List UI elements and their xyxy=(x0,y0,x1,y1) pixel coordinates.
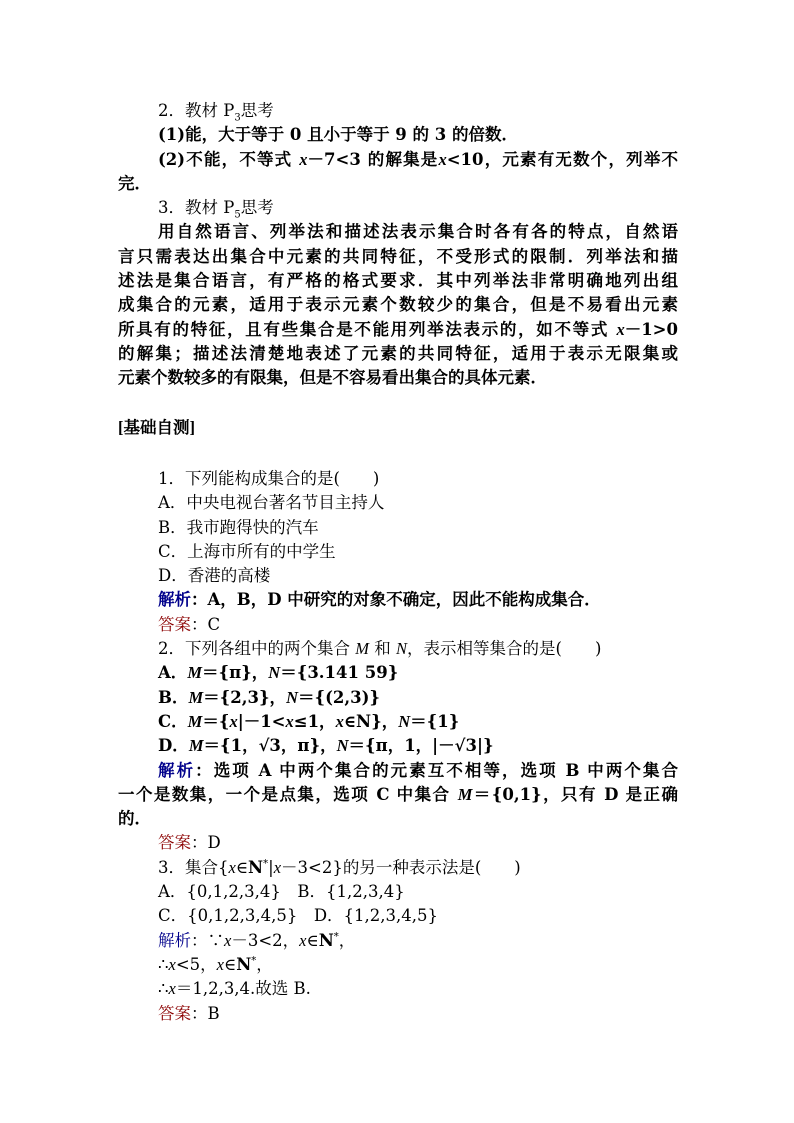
q3-options-1: A．{0,1,2,3,4} B．{1,2,3,4} xyxy=(158,882,405,902)
text: ＝{3.141 59} xyxy=(280,663,399,683)
text: ∴ xyxy=(158,954,169,974)
text: ∴ xyxy=(158,979,169,999)
item-3-line xyxy=(118,318,678,342)
set-symbol: N xyxy=(236,954,252,974)
text: |－1< xyxy=(237,711,286,731)
text: 3．集合{ xyxy=(158,857,229,877)
text: ＝1,2,3,4.故选 B. xyxy=(175,979,311,999)
set-symbol: N xyxy=(356,711,372,731)
item-2-answer-2-cont: 完． xyxy=(118,173,151,193)
set-symbol: N xyxy=(318,930,334,950)
item-2-answer-1: (1)能，大于等于 0 且小于等于 9 的 3 的倍数． xyxy=(158,125,519,145)
item-3-line: 言只需表达出集合中元素的共同特征，不受形式的限制．列举法和描 xyxy=(118,246,678,266)
item-3-line: 用自然语言、列举法和描述法表示集合时各有各的特点，自然语 xyxy=(158,222,678,242)
var: M xyxy=(188,687,204,707)
text: －3<2， xyxy=(231,930,300,950)
analysis-label: 解析 xyxy=(158,760,196,780)
q1-option: A．中央电视台著名节目主持人 xyxy=(158,493,385,513)
text: 思考 xyxy=(240,198,274,218)
item-3-line: 述法是集合语言，有严格的格式要求．其中列举法非常明确地列出组 xyxy=(118,271,678,291)
text: ∈ xyxy=(223,954,237,974)
text: 2．下列各组中的两个集合 xyxy=(158,639,356,659)
section-heading xyxy=(118,416,678,440)
var: x xyxy=(335,711,344,731)
text: 思考 xyxy=(240,101,274,120)
var: x xyxy=(285,711,294,731)
var: x xyxy=(224,930,232,950)
var: x xyxy=(299,930,307,950)
text: A． xyxy=(158,663,188,683)
q2-analysis-end: 的． xyxy=(118,809,151,829)
item-3-line: 元素个数较多的有限集，但是不容易看出集合的具体元素． xyxy=(118,368,547,388)
var: N xyxy=(396,639,408,659)
text: ＝{π}， xyxy=(201,663,269,683)
item-2-title xyxy=(118,99,678,123)
text: ＝{π，1，|－√3|} xyxy=(348,736,494,756)
q3-answer xyxy=(118,1002,678,1026)
answer-label: 答案 xyxy=(158,833,191,853)
text: 一个是数集，一个是点集，选项 C 中集合 xyxy=(118,784,458,804)
text: ≤1， xyxy=(293,711,336,731)
var: M xyxy=(187,663,202,683)
item-3-line: 成集合的元素，适用于表示元素个数较少的集合，但是不易看出元素 xyxy=(118,295,678,315)
superscript: * xyxy=(251,955,257,967)
answer-label: 答案 xyxy=(158,1003,191,1023)
text: 和 xyxy=(369,639,396,659)
var: x xyxy=(168,979,176,999)
text: ，表示相等集合的是( ) xyxy=(407,639,602,659)
superscript: * xyxy=(333,931,339,943)
superscript: * xyxy=(263,858,269,870)
var: x xyxy=(299,149,308,169)
var: x xyxy=(438,149,447,169)
text: ∈ xyxy=(306,930,319,950)
item-2-answer-2 xyxy=(118,148,678,172)
q3-analysis-2 xyxy=(118,953,678,977)
colon: ： xyxy=(191,590,208,610)
colon: ： xyxy=(191,930,208,950)
set-symbol: N xyxy=(248,857,264,877)
answer-label: 答案 xyxy=(158,614,191,634)
text: <10，元素有无数个，列举不 xyxy=(446,149,678,169)
text: ∈ xyxy=(235,857,249,877)
var: M xyxy=(188,736,204,756)
var: N xyxy=(286,687,298,707)
analysis-label: 解析 xyxy=(158,930,191,950)
text: ＝{1，√3，π}， xyxy=(203,736,337,756)
q2-option-a xyxy=(118,661,678,685)
var: M xyxy=(355,639,369,659)
text: ＝{0,1}，只有 D 是正确 xyxy=(472,784,678,804)
text: ＝{2,3}， xyxy=(203,687,287,707)
q3-options-2: C．{0,1,2,3,4,5} D．{1,2,3,4,5} xyxy=(158,906,439,926)
var: x xyxy=(168,954,176,974)
analysis-text: A，B，D 中研究的对象不确定，因此不能构成集合． xyxy=(207,590,601,610)
self-test xyxy=(118,467,678,1026)
q1-option: D．香港的高楼 xyxy=(158,566,271,586)
text: 2．教材 P xyxy=(158,101,235,120)
text: 所具有的特征，且有些集合是不能用列举法表示的，如不等式 xyxy=(118,319,617,339)
text: ∈ xyxy=(343,711,357,731)
item-3-title xyxy=(118,196,678,220)
text: 3．教材 P xyxy=(158,198,235,218)
var: x xyxy=(616,319,625,339)
subscript: 3 xyxy=(234,112,241,124)
text: ＝{ xyxy=(202,711,230,731)
text: －7<3 的解集是 xyxy=(307,149,439,169)
q2-option-c xyxy=(118,710,678,734)
q2-analysis xyxy=(118,759,678,783)
q2-option-b xyxy=(118,686,678,710)
answer-value: D xyxy=(207,833,221,853)
q2-analysis-cont xyxy=(118,783,678,807)
var: N xyxy=(268,663,281,683)
q2-answer xyxy=(118,831,678,855)
q1-stem: 1．下列能构成集合的是( ) xyxy=(158,469,380,488)
var: x xyxy=(216,954,224,974)
text: B． xyxy=(158,687,189,707)
var: N xyxy=(336,736,349,756)
text: －1>0 xyxy=(624,319,678,339)
text: ＝{1} xyxy=(410,711,460,731)
text: <5， xyxy=(175,954,217,974)
q1-option: B．我市跑得快的汽车 xyxy=(158,517,319,537)
q3-stem xyxy=(118,856,678,880)
text: D． xyxy=(158,736,189,756)
text: }， xyxy=(371,711,399,731)
analysis-label: 解析 xyxy=(158,590,191,610)
text: (2)不能，不等式 xyxy=(158,149,300,169)
subscript: 5 xyxy=(234,209,241,221)
colon: ： xyxy=(191,1003,208,1023)
answer-value: B xyxy=(207,1003,220,1023)
answer-value: C xyxy=(207,614,221,634)
var: x xyxy=(229,711,238,731)
var: x xyxy=(273,857,282,877)
var: M xyxy=(187,711,203,731)
think-section xyxy=(118,99,678,391)
q2-option-d xyxy=(118,734,678,758)
text: ＝{(2,3)} xyxy=(297,687,381,707)
colon: ： xyxy=(195,760,214,780)
q3-analysis-1 xyxy=(118,929,678,953)
text: ∵ xyxy=(207,930,224,950)
q3-analysis-3 xyxy=(118,977,678,1001)
item-3-line: 的解集；描述法清楚地表述了元素的共同特征，适用于表示无限集或 xyxy=(118,343,678,363)
var: N xyxy=(398,711,411,731)
q2-stem xyxy=(118,637,678,661)
q1-answer xyxy=(118,613,678,637)
colon: ： xyxy=(191,833,208,853)
analysis-text: 选项 A 中两个集合的元素互不相等，选项 B 中两个集合 xyxy=(213,760,678,780)
text: －3<2}的另一种表示法是( ) xyxy=(281,857,521,877)
var: x xyxy=(228,857,236,877)
colon: ： xyxy=(191,614,208,634)
var: M xyxy=(457,784,473,804)
text: | xyxy=(268,857,274,877)
q1-option: C．上海市所有的中学生 xyxy=(158,541,336,561)
text: ， xyxy=(256,954,273,974)
heading-text: [基础自测] xyxy=(118,418,195,437)
q1-analysis xyxy=(118,588,678,612)
text: C． xyxy=(158,711,188,731)
text: ， xyxy=(338,930,356,950)
